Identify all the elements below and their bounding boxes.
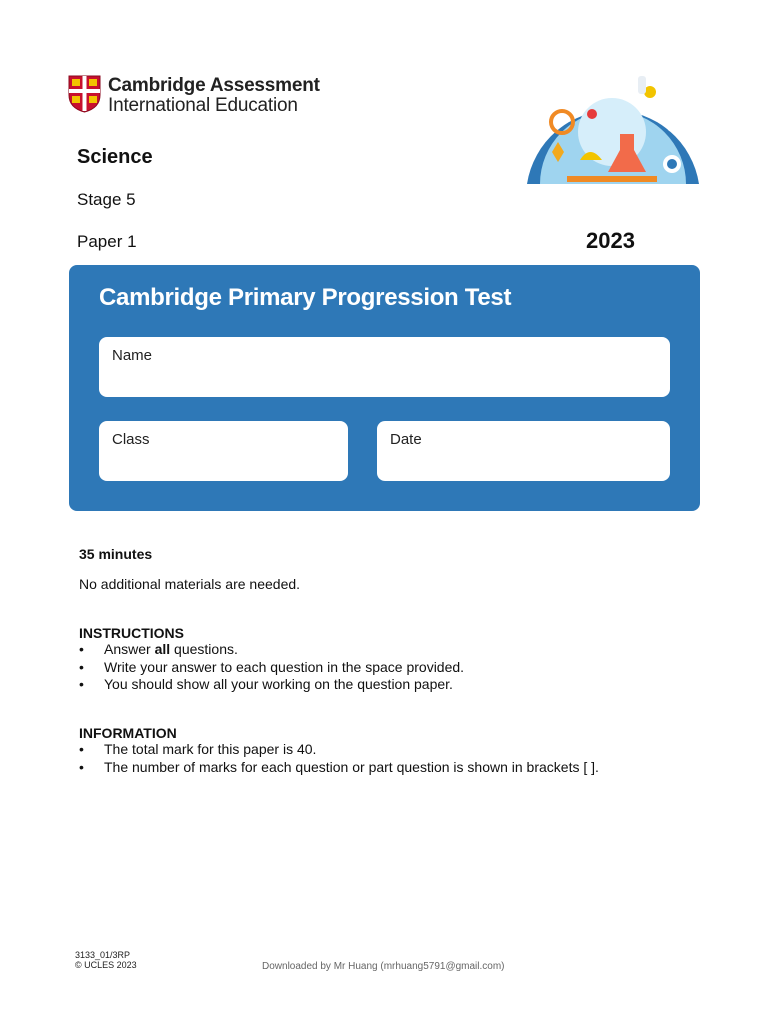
date-field-label: Date [390, 431, 422, 448]
stage-label: Stage 5 [77, 190, 136, 209]
list-item: • Write your answer to each question in the space provided. [79, 659, 464, 677]
information-section [79, 725, 599, 776]
instructions-heading: INSTRUCTIONS [79, 625, 184, 641]
list-item: • You should show all your working on the question paper. [79, 676, 464, 694]
paper-code-block [75, 950, 137, 970]
cambridge-crest-icon [68, 75, 101, 113]
information-heading: INFORMATION [79, 725, 177, 741]
exam-duration: 35 minutes [79, 546, 153, 562]
panel-title: Cambridge Primary Progression Test [99, 284, 512, 311]
list-item: • The number of marks for each question or part question is shown in brackets [ ]. [79, 759, 599, 777]
list-item: • Answer all questions. [79, 641, 464, 659]
materials-note: No additional materials are needed. [79, 576, 301, 592]
class-field[interactable] [99, 421, 348, 481]
copyright-text: © UCLES 2023 [75, 960, 137, 970]
download-note: Downloaded by Mr Huang (mrhuang5791@gmail.com) [262, 961, 505, 972]
cambridge-logo [68, 75, 328, 115]
exam-year: 2023 [586, 228, 635, 253]
paper-code: 3133_01/3RP [75, 950, 131, 960]
org-name-line2: International Education [108, 95, 298, 116]
name-field-label: Name [112, 347, 153, 364]
list-item: • The total mark for this paper is 40. [79, 741, 599, 759]
instructions-list [79, 641, 464, 694]
subject-title: Science [77, 146, 153, 168]
information-list [79, 741, 599, 776]
science-illustration-icon [522, 72, 702, 187]
test-details-panel [69, 265, 700, 511]
instructions-section [79, 625, 464, 694]
name-field[interactable] [99, 337, 670, 397]
paper-label: Paper 1 [77, 232, 137, 251]
org-name-line1: Cambridge Assessment [108, 75, 320, 96]
class-field-label: Class [112, 431, 150, 448]
date-field[interactable] [377, 421, 670, 481]
